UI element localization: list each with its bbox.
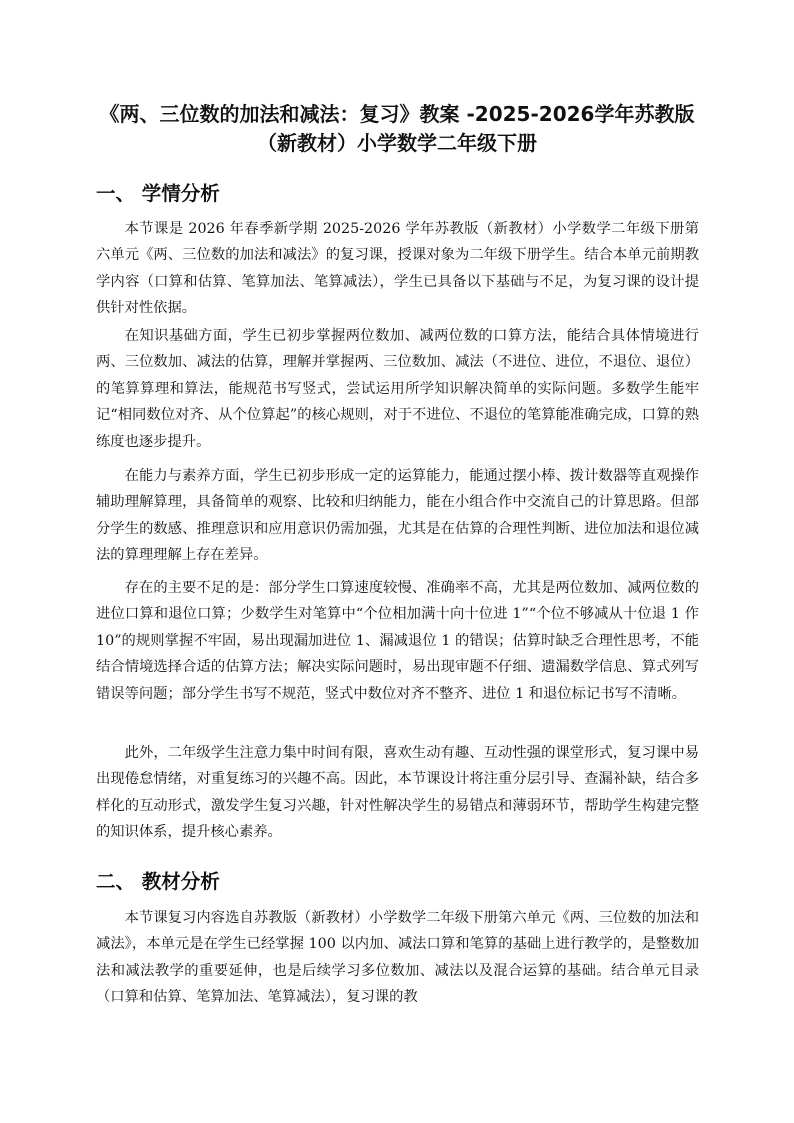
- section-heading-learner-analysis: 一、 学情分析: [96, 182, 220, 205]
- document-title: 《两、三位数的加法和减法：复习》教案 -2025-2026学年苏教版（新教材）小学数学二年级下册: [99, 102, 695, 155]
- paragraph: 此外，二年级学生注意力集中时间有限，喜欢生动有趣、互动性强的课堂形式，复习课中易出现倦怠情绪，对重复练习的兴趣不高。因此，本节课设计将注重分层引导、查漏补缺，结合多样化的互动形式，激发学生复习兴趣，针对性解决学生的易错点和薄弱环节，帮助学生构建完整的知识体系，提升核心素养。: [96, 745, 699, 841]
- paragraph: 存在的主要不足的是：部分学生口算速度较慢、准确率不高，尤其是两位数加、减两位数的进位口算和退位口算；少数学生对笔算中“个位相加满十向十位进 1”“个位不够减从十位退 1 作 10”的规则掌握不牢固，易出现漏加进位 1、漏减退位 1 的错误；估算时缺乏合理性思考，不能结合情境选择合适的估算方法；解决实际问题时，易出现审题不仔细、遗漏数学信息、算式列写错误等问题；部分学生书写不规范，竖式中数位对齐不整齐、进位 1 和退位标记书写不清晰。: [96, 580, 699, 702]
- section-heading-textbook-analysis: 二、 教材分析: [96, 870, 220, 893]
- paragraph: 在能力与素养方面，学生已初步形成一定的运算能力，能通过摆小棒、拨计数器等直观操作辅助理解算理，具备简单的观察、比较和归纳能力，能在小组合作中交流自己的计算思路。但部分学生的数感、推理意识和应用意识仍需加强，尤其是在估算的合理性判断、进位加法和退位减法的算理理解上存在差异。: [96, 468, 699, 564]
- paragraph: 在知识基础方面，学生已初步掌握两位数加、减两位数的口算方法，能结合具体情境进行两、三位数加、减法的估算，理解并掌握两、三位数加、减法（不进位、进位，不退位、退位）的笔算算理和算法，能规范书写竖式，尝试运用所学知识解决简单的实际问题。多数学生能牢记“相同数位对齐、从个位算起”的核心规则，对于不进位、不退位的笔算能准确完成，口算的熟练度也逐步提升。: [96, 328, 699, 450]
- paragraph: 本节课是 2026 年春季新学期 2025-2026 学年苏教版（新教材）小学数学二年级下册第六单元《两、三位数的加法和减法》的复习课，授课对象为二年级下册学生。结合本单元前期教学内容（口算和估算、笔算加法、笔算减法），学生已具备以下基础与不足，为复习课的设计提供针对性依据。: [96, 221, 699, 317]
- paragraph: 本节课复习内容选自苏教版（新教材）小学数学二年级下册第六单元《两、三位数的加法和减法》，本单元是在学生已经掌握 100 以内加、减法口算和笔算的基础上进行教学的，是整数加法和减法教学的重要延伸，也是后续学习多位数加、减法以及混合运算的基础。结合单元目录（口算和估算、笔算加法、笔算减法），复习课的教: [96, 910, 699, 1006]
